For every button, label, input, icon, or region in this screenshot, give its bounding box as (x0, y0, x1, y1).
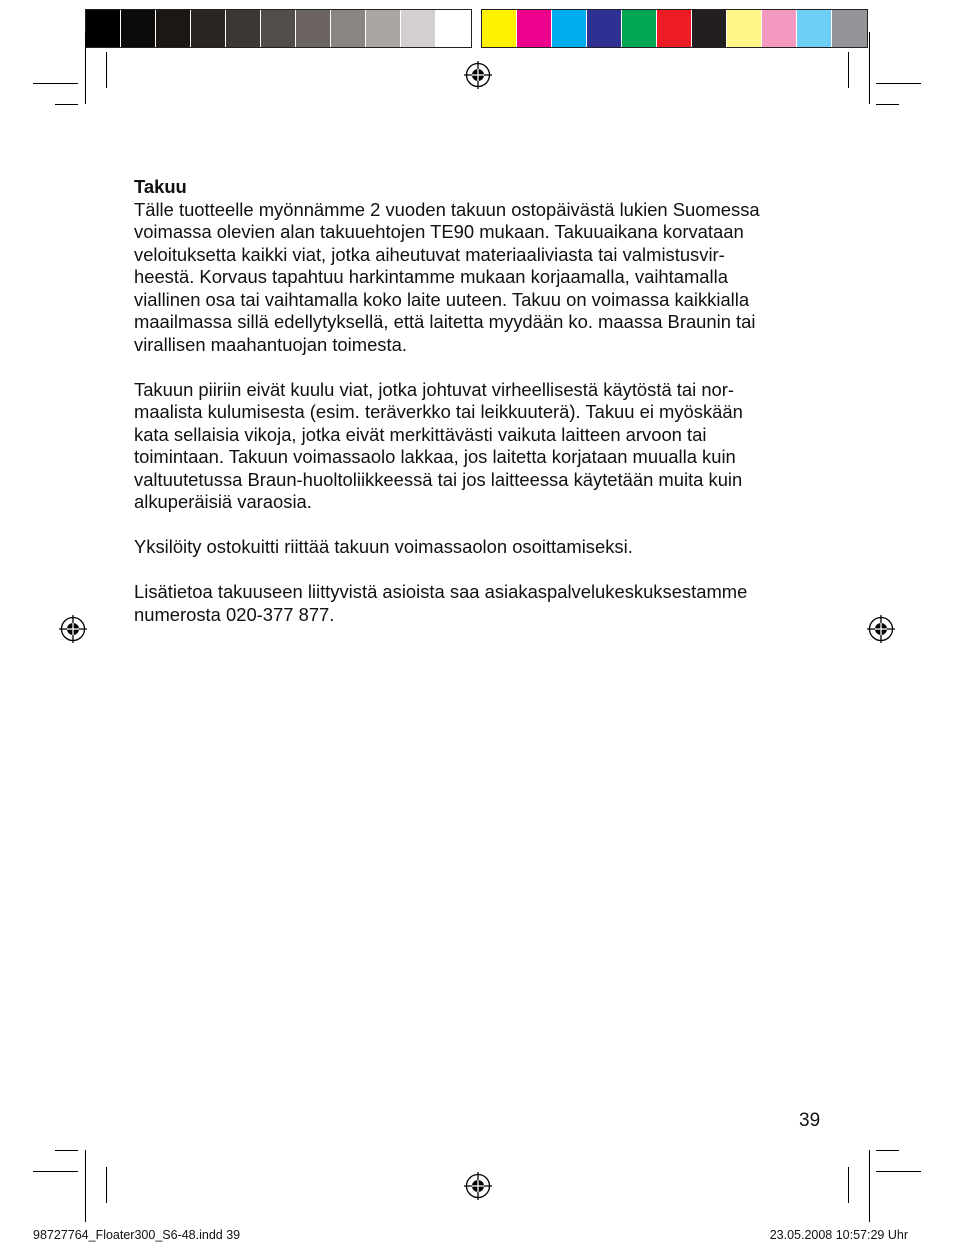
text-line: alkuperäisiä varaosia. (134, 491, 312, 512)
crop-mark (55, 1150, 78, 1151)
text-line: heestä. Korvaus tapahtuu harkintamme mukaan korjaamalla, vaihtamalla (134, 266, 728, 287)
text-line: Takuun piiriin eivät kuulu viat, jotka johtuvat virheellisestä käytöstä tai nor- (134, 378, 735, 400)
grayscale-color-bar (85, 9, 472, 48)
crop-mark (85, 1150, 86, 1222)
text-line: virallisen maahantuojan toimesta. (134, 333, 407, 355)
warranty-text-block (134, 176, 834, 649)
registration-mark-icon (464, 1172, 492, 1200)
text-line: Tälle tuotteelle myönnämme 2 vuoden takuun ostopäivästä lukien Suomessa (134, 198, 760, 220)
color-swatch (692, 10, 727, 47)
section-heading: Takuu (134, 176, 187, 197)
crop-mark (33, 83, 78, 84)
text-line: kata sellaisia vikoja, jotka eivät merkittävästi vaikuta laitteen arvoon tai (134, 423, 707, 445)
color-swatch (587, 10, 622, 47)
text-line: toimintaan. Takuun voimassaolo lakkaa, jos laitetta korjataan muualla kuin (134, 446, 736, 467)
text-line: Lisätietoa takuuseen liittyvistä asioista saa asiakaspalvelukeskuksestamme (134, 581, 748, 602)
text-line: maailmassa sillä edellytyksellä, että laitetta myydään ko. maassa Braunin tai (134, 311, 756, 332)
crop-mark (876, 1171, 921, 1172)
color-swatch (797, 10, 832, 47)
process-color-bar (481, 9, 868, 48)
color-swatch (156, 10, 191, 47)
registration-mark-icon (464, 61, 492, 89)
color-swatch (436, 10, 471, 47)
crop-mark (876, 1150, 899, 1151)
text-line: numerosta 020-377 877. (134, 603, 335, 625)
slug-timestamp: 23.05.2008 10:57:29 Uhr (769, 1228, 908, 1242)
crop-mark (869, 32, 870, 104)
text-line: viallinen osa tai vaihtamalla koko laite uuteen. Takuu on voimassa kaikkialla (134, 288, 750, 310)
crop-mark (876, 83, 921, 84)
color-swatch (517, 10, 552, 47)
crop-mark (55, 104, 78, 105)
crop-mark (106, 52, 107, 88)
page-number: 39 (799, 1110, 821, 1131)
color-swatch (226, 10, 261, 47)
color-swatch (121, 10, 156, 47)
crop-mark (85, 32, 86, 104)
crop-mark (848, 1167, 849, 1203)
color-swatch (191, 10, 226, 47)
paragraph (134, 581, 834, 626)
paragraph (134, 199, 834, 357)
crop-mark (876, 104, 899, 105)
body-paragraphs (134, 199, 834, 627)
color-swatch (552, 10, 587, 47)
color-swatch (832, 10, 867, 47)
color-swatch (261, 10, 296, 47)
registration-mark-icon (867, 615, 895, 643)
text-line: maalista kulumisesta (esim. teräverkko tai leikkuuterä). Takuu ei myöskään (134, 401, 743, 422)
crop-mark (106, 1167, 107, 1203)
color-swatch (366, 10, 401, 47)
color-swatch (401, 10, 436, 47)
text-line: valtuutetussa Braun-huoltoliikkeessä tai jos laitteessa käytetään muita kuin (134, 468, 743, 490)
color-swatch (331, 10, 366, 47)
color-swatch (622, 10, 657, 47)
color-swatch (296, 10, 331, 47)
paragraph (134, 379, 834, 514)
crop-mark (33, 1171, 78, 1172)
crop-mark (848, 52, 849, 88)
paragraph (134, 536, 834, 559)
color-swatch (762, 10, 797, 47)
slug-file-info: 98727764_Floater300_S6-48.indd 39 (33, 1228, 241, 1242)
crop-mark (869, 1150, 870, 1222)
color-swatch (482, 10, 517, 47)
text-line: Yksilöity ostokuitti riittää takuun voimassaolon osoittamiseksi. (134, 536, 633, 557)
color-swatch (86, 10, 121, 47)
color-swatch (657, 10, 692, 47)
color-swatch (727, 10, 762, 47)
registration-mark-icon (59, 615, 87, 643)
text-line: voimassa olevien alan takuuehtojen TE90 mukaan. Takuuaikana korvataan (134, 221, 744, 242)
text-line: veloituksetta kaikki viat, jotka aiheutuvat materiaaliviasta tai valmistusvir- (134, 243, 725, 265)
